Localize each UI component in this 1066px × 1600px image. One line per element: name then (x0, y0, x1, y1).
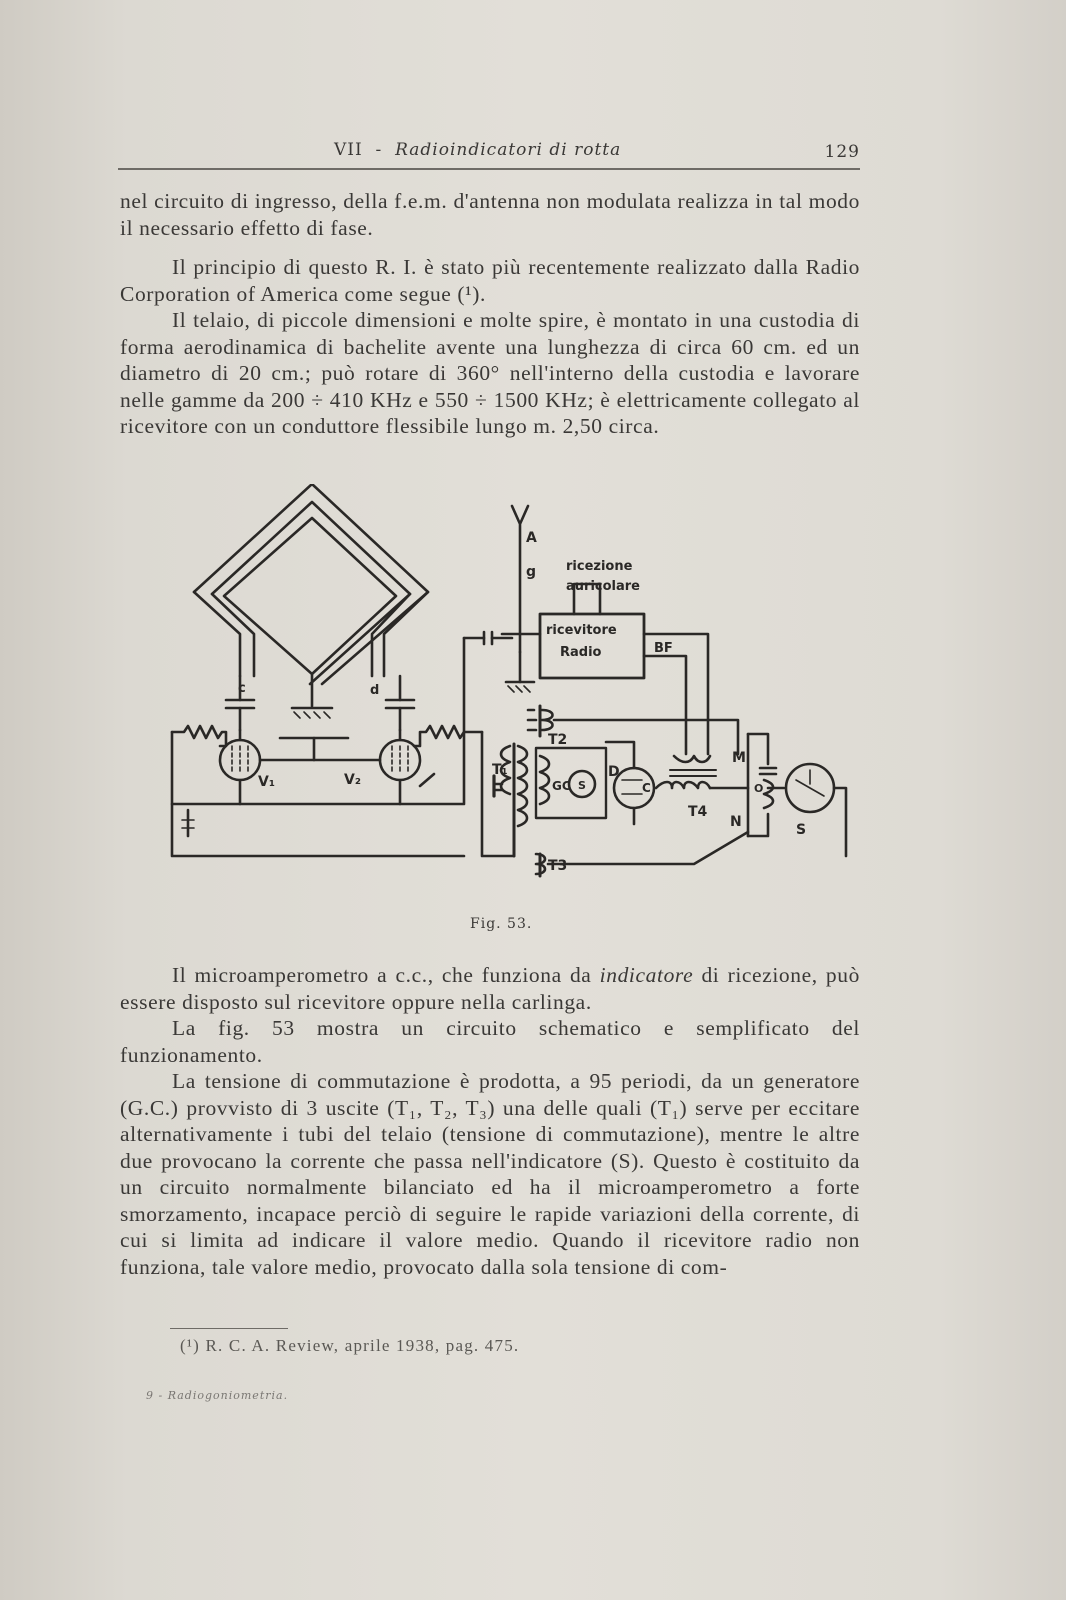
label-GC: GC (552, 779, 571, 793)
running-head (118, 136, 860, 170)
paragraph-continued: nel circuito di ingresso, della f.e.m. d'antenna non modulata realizza in tal modo il necessario effetto di fase. (120, 189, 860, 240)
label-N: N (730, 814, 742, 830)
label-S-meter: S (796, 822, 807, 838)
label-O: O (754, 782, 764, 795)
figure-caption: Fig. 53. (470, 916, 533, 932)
printer-signature: 9 - Radiogoniometria. (146, 1389, 289, 1402)
label-g: g (526, 564, 537, 580)
label-A: A (526, 530, 537, 546)
paragraph-microamperometro: Il microamperometro a c.c., che funziona da indicatore di ricezione, può essere disposto sul ricevitore oppure nella carlinga. (120, 963, 860, 1014)
label-S-generator: S (578, 779, 586, 792)
emphasis-indicatore: indicatore (599, 963, 694, 987)
label-BF: BF (654, 641, 673, 656)
label-ricezione: ricezione (566, 559, 633, 574)
label-T1: T₁ (492, 762, 508, 778)
label-T3: T3 (548, 858, 568, 874)
loop-inner-wire (212, 502, 410, 684)
paragraph-telaio: Il telaio, di piccole dimensioni e molte spire, è montato in una custodia di forma aerodinamica di bachelite avente una lunghezza di circa 60 cm. ed un diametro di 20 cm.; può rotare di 360° nell'interno della custodia e lavorare nelle gamme da 200 ÷ 410 KHz e 550 ÷ 1500 KHz; è elettricamente collegato al ricevitore con un conduttore flessibile lungo m. 2,50 circa. (120, 308, 860, 438)
label-C: C (642, 781, 651, 795)
paragraph-fig53: La fig. 53 mostra un circuito schematico e semplificato del funzionamento. (120, 1016, 860, 1067)
footnote-rule (170, 1328, 288, 1329)
label-V1: V₁ (258, 774, 275, 790)
footnote: (¹) R. C. A. Review, aprile 1938, pag. 475. (180, 1336, 520, 1355)
loop-outer-wire (194, 484, 428, 684)
paragraph-rca: Il principio di questo R. I. è stato più recentemente realizzato dalla Radio Corporation of America come segue (¹). (120, 255, 860, 306)
label-auricolare: auricolare (566, 579, 640, 594)
chapter-heading: VII - Radioindicatori di rotta (334, 140, 622, 160)
chapter-title: Radioindicatori di rotta (395, 140, 622, 160)
label-radio: Radio (560, 645, 602, 660)
label-V2: V₂ (344, 772, 361, 788)
paragraph-tensione: La tensione di commutazione è prodotta, a 95 periodi, da un generatore (G.C.) provvisto di 3 uscite (T₁, T₂, T₃) una delle quali (T₁) serve per eccitare alternativamente i tubi del telaio (tensione di commutazione), mentre le altre due provocano la corrente che passa nell'indicatore (S). Questo è costituito da un circuito normalmente bilanciato ed ha il microamperometro a forte smorzamento, incapace perciò di seguire le rapide variazioni della corrente, di cui si limita ad indicare il valore medio. Quando il ricevitore radio non funziona, tale valore medio, provocato dalla sola tensione di com- (120, 1069, 860, 1279)
label-T2: T2 (548, 732, 568, 748)
circuit-diagram (164, 484, 860, 884)
page-number: 129 (824, 142, 860, 162)
label-M: M (732, 750, 746, 766)
label-ricevitore: ricevitore (546, 623, 617, 638)
label-T4: T4 (688, 804, 708, 820)
label-D: D (608, 764, 620, 780)
label-c: c (238, 681, 246, 696)
label-d: d (370, 683, 380, 698)
